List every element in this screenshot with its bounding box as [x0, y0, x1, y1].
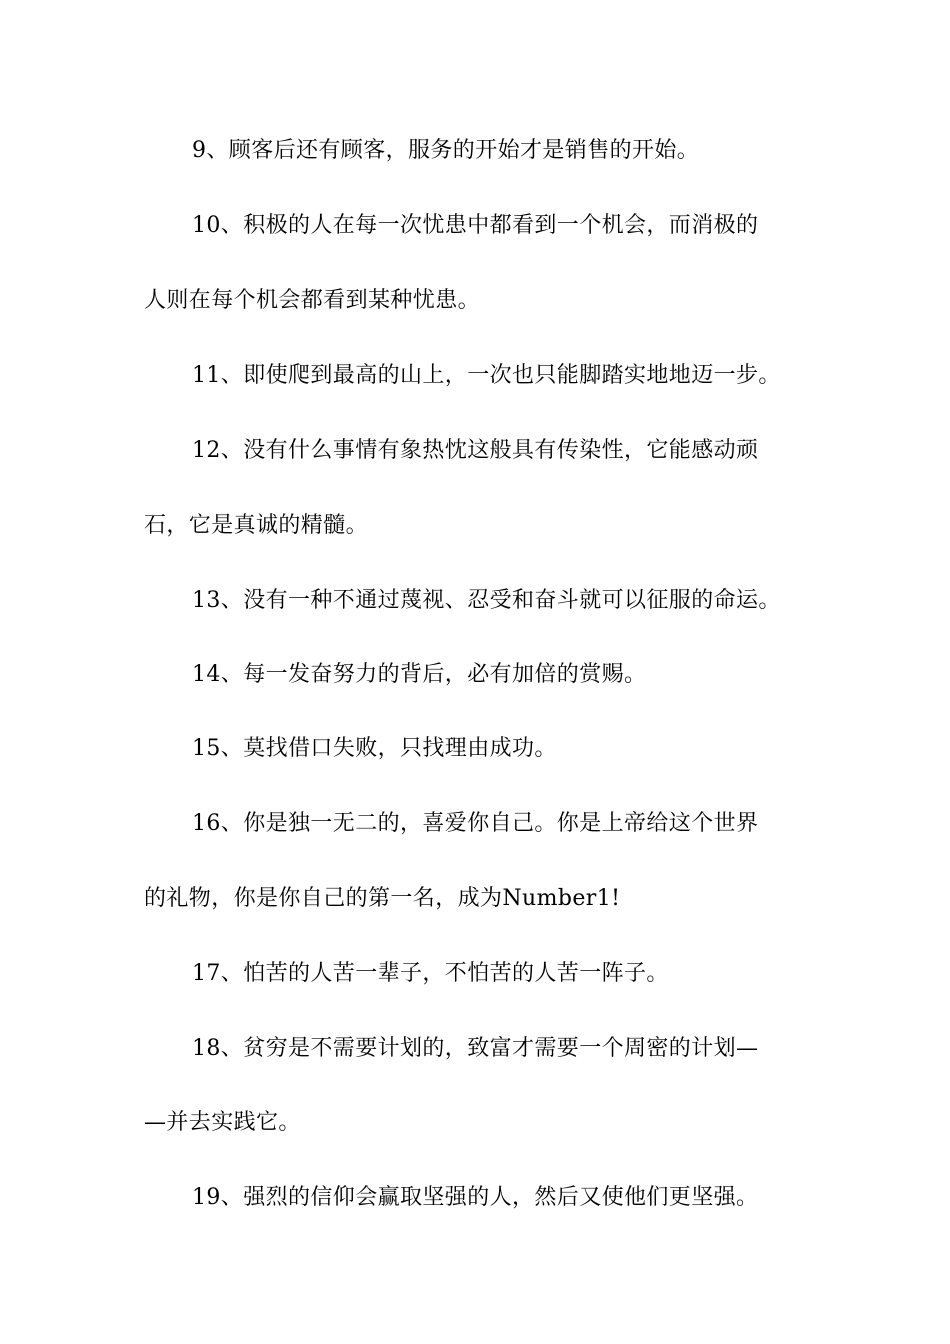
text-line: 人则在每个机会都看到某种忧患。 — [144, 288, 481, 313]
text-line: 19、强烈的信仰会赢取坚强的人，然后又使他们更坚强。 — [192, 1185, 759, 1210]
text-line: 17、怕苦的人苦一辈子，不怕苦的人苦一阵子。 — [192, 961, 669, 986]
text-line: 12、没有什么事情有象热忱这般具有传染性，它能感动顽 — [192, 438, 759, 463]
text-line: 13、没有一种不通过蔑视、忍受和奋斗就可以征服的命运。 — [192, 588, 781, 613]
text-line: 11、即使爬到最高的山上，一次也只能脚踏实地地迈一步。 — [192, 363, 781, 388]
text-line: 9、顾客后还有顾客，服务的开始才是销售的开始。 — [192, 138, 700, 163]
text-line: 18、贫穷是不需要计划的，致富才需要一个周密的计划— — [192, 1036, 759, 1061]
text-line: 16、你是独一无二的，喜爱你自己。你是上帝给这个世界 — [192, 811, 759, 836]
text-line: 的礼物，你是你自己的第一名，成为Number1! — [144, 886, 621, 911]
text-line: —并去实践它。 — [144, 1110, 301, 1135]
text-line: 14、每一发奋努力的背后，必有加倍的赏赐。 — [192, 662, 647, 687]
text-line: 15、莫找借口失败，只找理由成功。 — [192, 736, 557, 761]
text-line: 10、积极的人在每一次忧患中都看到一个机会，而消极的 — [192, 213, 759, 238]
text-line: 石，它是真诚的精髓。 — [144, 513, 369, 538]
